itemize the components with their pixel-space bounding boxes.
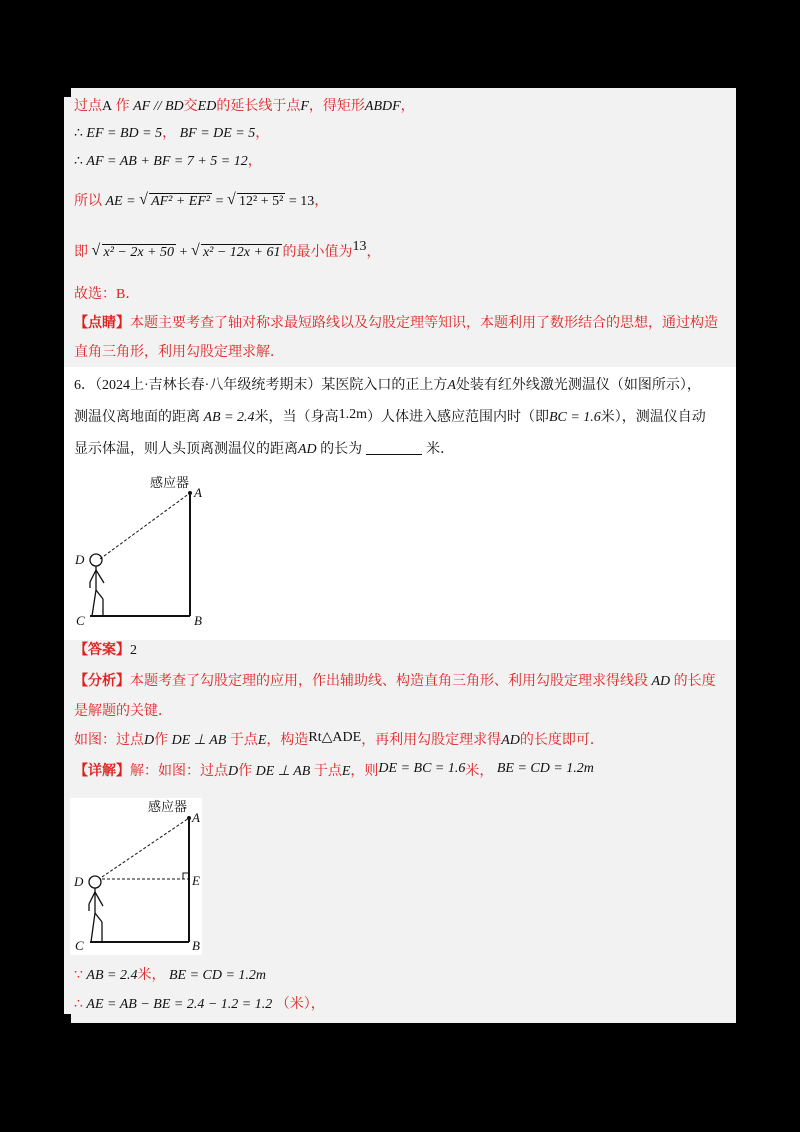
answer-tag: 【答案】 — [74, 643, 130, 658]
svg-text:E: E — [192, 873, 200, 888]
detail-line: 【详解】解：如图：过点D作 DE ⊥ AB 于点E，则DE = BC = 1.6米， BE = CD = 1.2m — [74, 761, 594, 779]
answer-blank[interactable] — [366, 454, 422, 455]
answer-line: 【答案】2 — [74, 643, 137, 658]
answer-choice: 故选：B． — [74, 287, 140, 302]
question-6-line-2: 测温仪离地面的距离 AB = 2.4米，当（身高1.2m）人体进入感应范围内时（即BC = 1.6米），测温仪自动 — [74, 407, 706, 425]
solution-line-1: 过点A 作 AF // BD交ED的延长线于点F，得矩形ABDF， — [74, 99, 415, 114]
svg-text:B: B — [192, 938, 200, 953]
page-edge-notch — [64, 88, 71, 97]
question-6-line-3: 显示体温，则人头顶离测温仪的距离AD 的长为 米． — [74, 442, 455, 457]
svg-text:A: A — [192, 810, 200, 825]
analysis-line-2: 是解题的关键． — [74, 704, 172, 719]
svg-text:D: D — [75, 552, 85, 567]
svg-text:C: C — [76, 613, 85, 628]
comment-line-2: 直角三角形，利用勾股定理求解． — [74, 345, 284, 360]
page-edge-notch — [64, 1014, 71, 1024]
question-6-line-1: 6．（2024上·吉林长春·八年级统考期末）某医院入口的正上方A处装有红外线激光测温仪（如图所示）， — [74, 378, 701, 393]
sqrt-expression: √ AF² + EF² — [139, 192, 212, 212]
svg-text:D: D — [74, 874, 84, 889]
solution-line-3: ∴ AF = AB + BF = 7 + 5 = 12， — [74, 154, 262, 169]
step-line-2: ∴ AE = AB − BE = 2.4 − 1.2 = 1.2 （米）， — [74, 997, 325, 1012]
sensor-label: 感应器 — [148, 800, 188, 815]
figure-thermometer-diagram — [70, 470, 230, 630]
solution-line-5: 即 √ x² − 2x + 50 + √ x² − 12x + 61 的最小值为13， — [74, 243, 380, 263]
comment-tag: 【点睛】 — [74, 316, 130, 331]
solution-line-2: ∴ EF = BD = 5， BF = DE = 5， — [74, 126, 270, 141]
comment-line-1: 【点睛】本题主要考查了轴对称求最短路线以及勾股定理等知识，本题利用了数形结合的思想，通过构造 — [74, 316, 718, 331]
sqrt-expression: √ x² − 2x + 50 — [92, 243, 177, 263]
analysis-tag: 【分析】 — [74, 674, 130, 689]
hint-line: 如图：过点D作 DE ⊥ AB 于点E，构造Rt△ADE，再利用勾股定理求得AD的长度即可． — [74, 730, 604, 748]
sqrt-expression: √ 12² + 5² — [227, 192, 285, 212]
analysis-line-1: 【分析】本题考查了勾股定理的应用，作出辅助线、构造直角三角形、利用勾股定理求得线段 AD 的长度 — [74, 674, 716, 689]
figure-solution-diagram — [70, 798, 202, 955]
svg-text:C: C — [75, 938, 84, 953]
detail-tag: 【详解】 — [74, 764, 130, 779]
step-line-1: ∵ AB = 2.4米， BE = CD = 1.2m — [74, 968, 267, 983]
solution-line-4: 所以 AE = √ AF² + EF² = √ 12² + 5² = 13， — [74, 192, 328, 212]
sqrt-expression: √ x² − 12x + 61 — [191, 243, 283, 263]
sensor-label: 感应器 — [150, 476, 190, 491]
svg-text:A: A — [194, 485, 202, 500]
svg-text:B: B — [194, 613, 202, 628]
